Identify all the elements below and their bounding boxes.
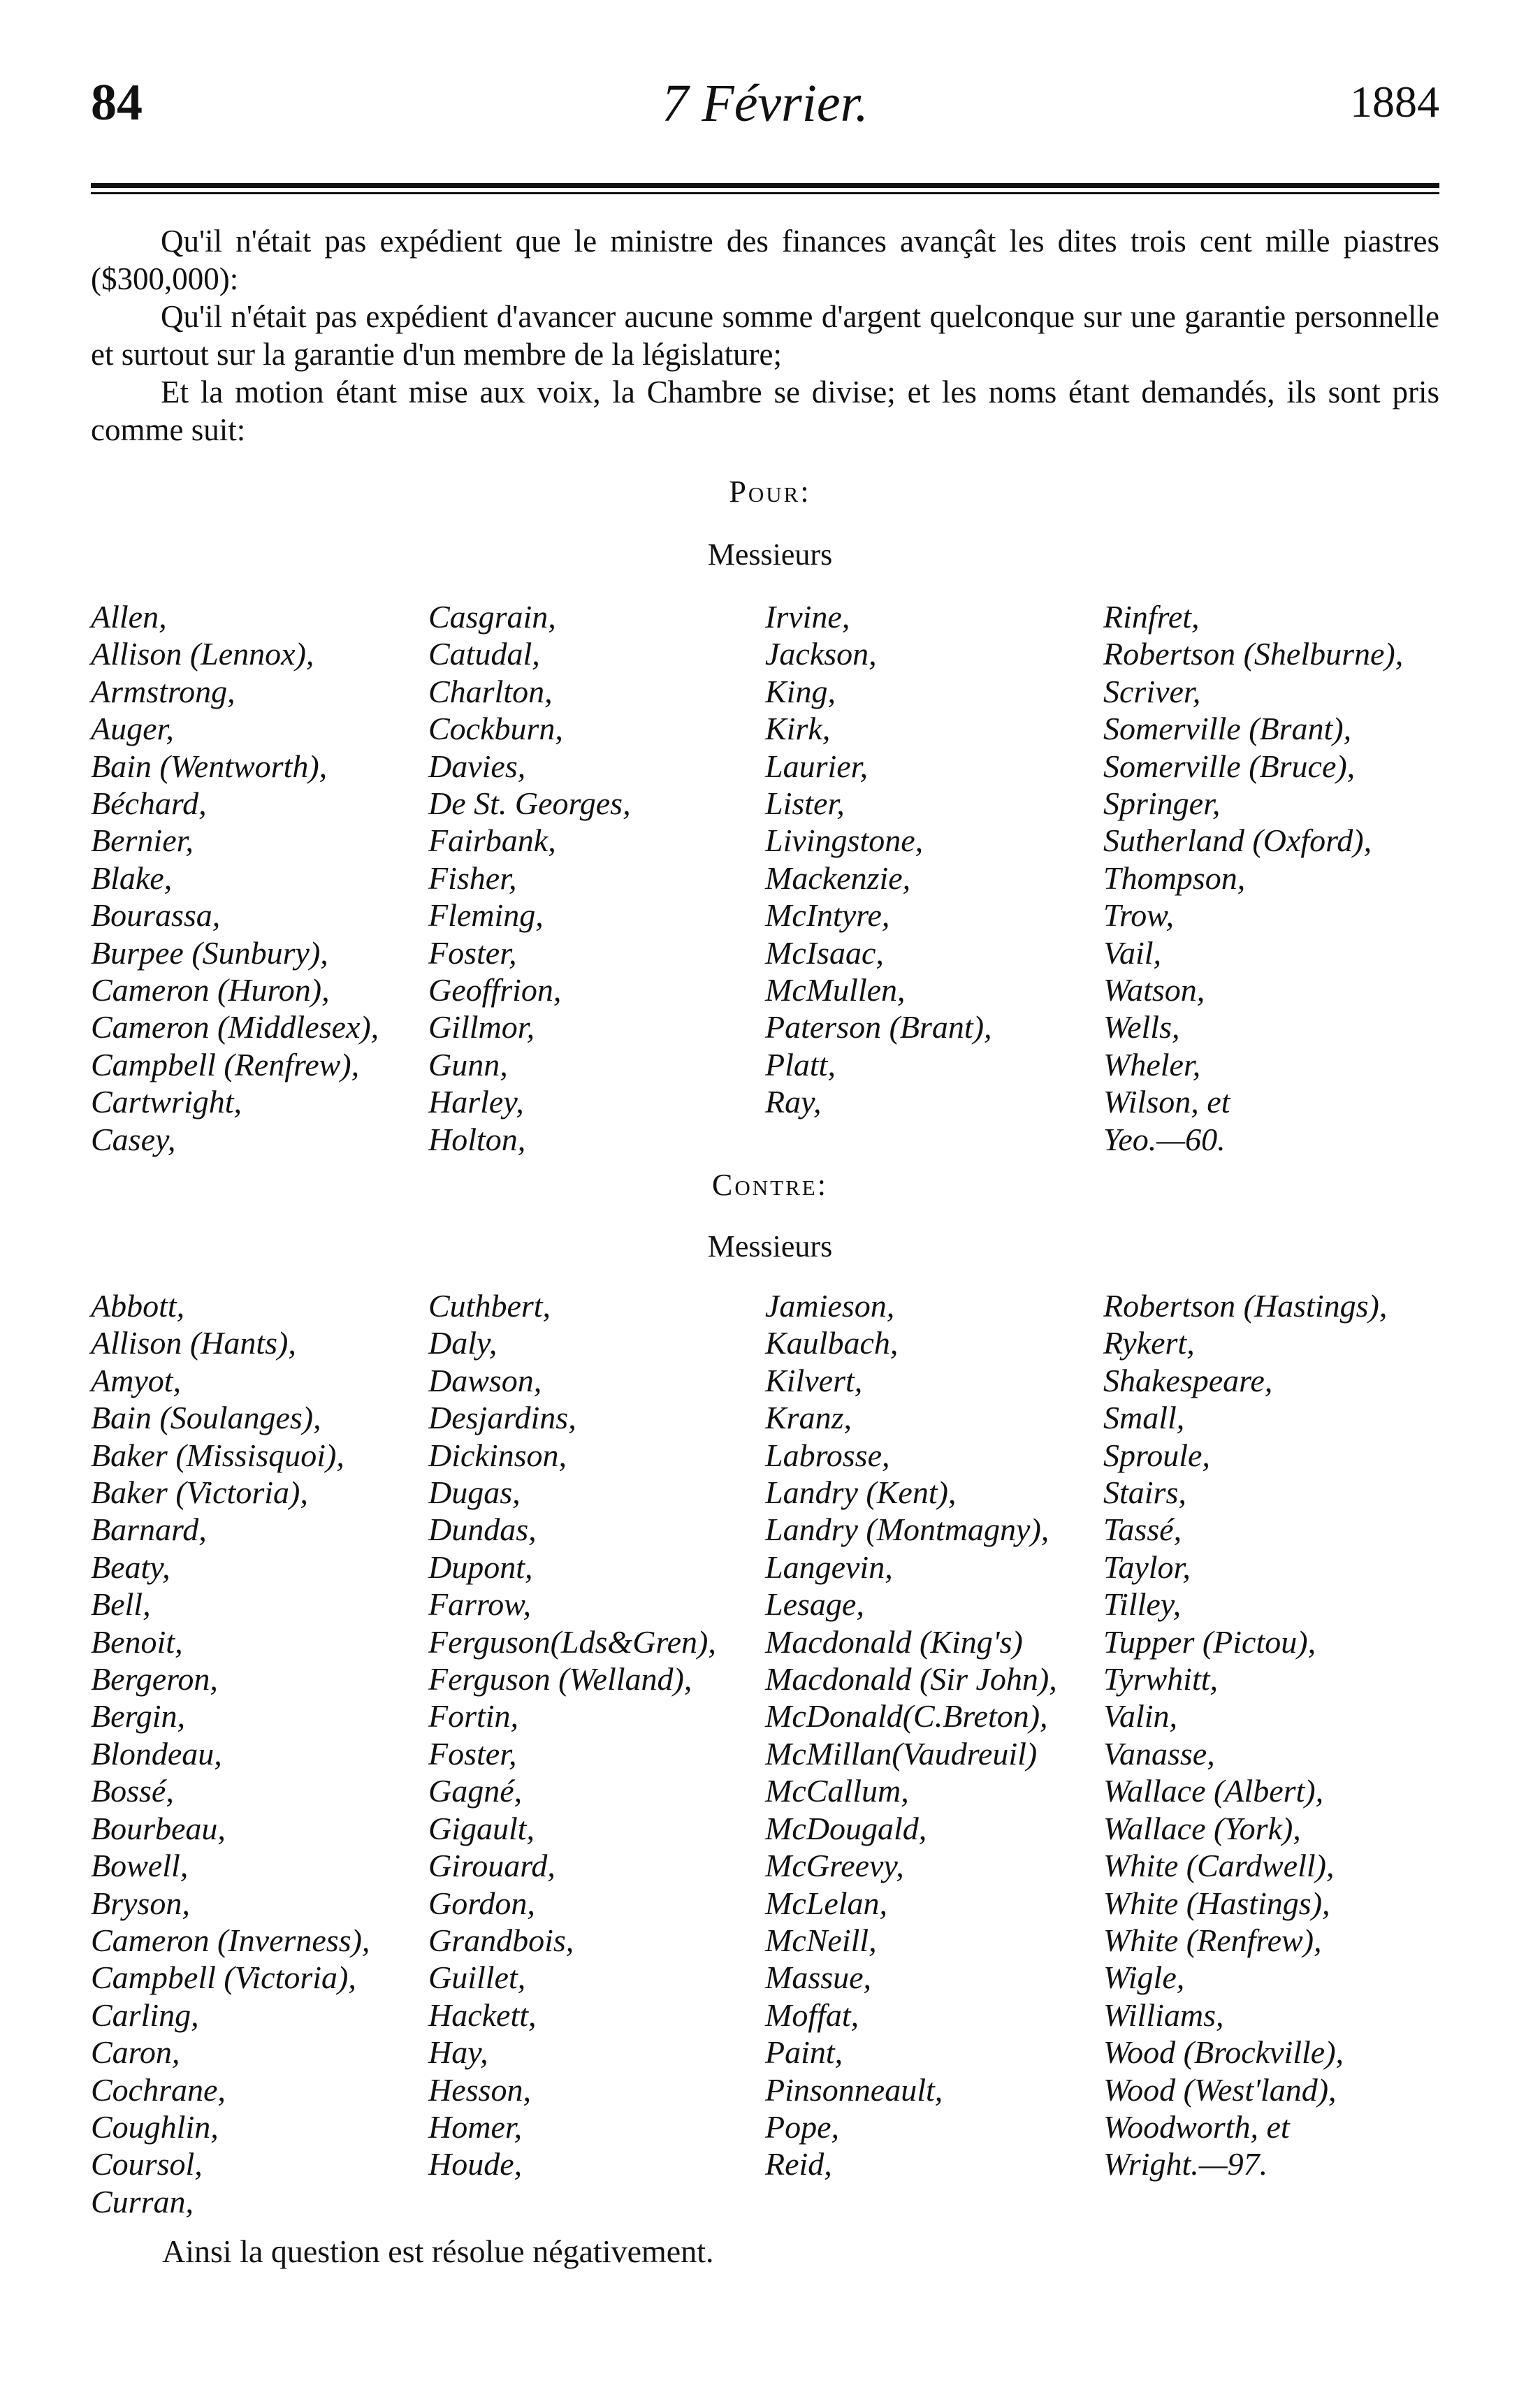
pour-column-4 xyxy=(1103,598,1453,1158)
contre-name: Dugas, xyxy=(428,1475,521,1511)
contre-name: White (Renfrew), xyxy=(1103,1922,1322,1958)
contre-name: Bossé, xyxy=(91,1773,174,1809)
contre-name: Labrosse, xyxy=(765,1437,890,1473)
contre-name: Macdonald (Sir John), xyxy=(765,1661,1057,1697)
contre-name: McDonald(C.Breton), xyxy=(765,1698,1048,1734)
pour-name: Thompson, xyxy=(1103,860,1246,896)
contre-name: Fortin, xyxy=(428,1698,519,1734)
contre-name: Girouard, xyxy=(428,1848,555,1884)
contre-name: Tassé, xyxy=(1103,1512,1182,1548)
contre-name: Tilley, xyxy=(1103,1586,1182,1623)
contre-name: Landry (Kent), xyxy=(765,1475,957,1511)
contre-name: Reid, xyxy=(765,2146,832,2182)
contre-names xyxy=(91,1287,1453,2219)
pour-name: Bernier, xyxy=(91,823,194,859)
contre-name: Paint, xyxy=(765,2034,843,2071)
pour-name: Robertson (Shelburne), xyxy=(1103,636,1404,672)
pour-name: Wheler, xyxy=(1103,1046,1201,1082)
contre-name: Kaulbach, xyxy=(765,1325,899,1361)
pour-name: Scriver, xyxy=(1103,673,1201,709)
contre-name: Guillet, xyxy=(428,1960,526,1996)
contre-name: Bain (Soulanges), xyxy=(91,1400,321,1436)
page-date: 7 Février. xyxy=(662,74,869,133)
pour-name: Somerville (Brant), xyxy=(1103,711,1352,747)
pour-name: Foster, xyxy=(428,934,517,971)
contre-name: McNeill, xyxy=(765,1922,877,1958)
contre-name: Dundas, xyxy=(428,1512,537,1548)
pour-name: McMullen, xyxy=(765,972,906,1008)
pour-column-1 xyxy=(91,598,440,1158)
pour-name: Watson, xyxy=(1103,972,1205,1008)
pour-name: McIntyre, xyxy=(765,897,890,934)
pour-name: Lister, xyxy=(765,785,845,822)
contre-name: Dupont, xyxy=(428,1549,533,1585)
pour-name: Jackson, xyxy=(765,636,877,672)
pour-name: Trow, xyxy=(1103,897,1175,934)
pour-name: Auger, xyxy=(91,711,174,747)
contre-name: Cochrane, xyxy=(91,2071,226,2108)
contre-name: Gigault, xyxy=(428,1810,535,1846)
contre-name: Williams, xyxy=(1103,1997,1224,2033)
contre-column-1 xyxy=(91,1287,440,2220)
pour-name: Béchard, xyxy=(91,785,207,822)
contre-name: Bourbeau, xyxy=(91,1810,226,1846)
pour-names xyxy=(91,598,1453,1157)
pour-name: Burpee (Sunbury), xyxy=(91,934,328,971)
contre-name: Jamieson, xyxy=(765,1288,895,1324)
contre-name: Grandbois, xyxy=(428,1922,574,1958)
pour-name: Sutherland (Oxford), xyxy=(1103,823,1372,859)
contre-name: Blondeau, xyxy=(91,1735,222,1772)
contre-name: Hesson, xyxy=(428,2071,531,2108)
contre-name: White (Hastings), xyxy=(1103,1885,1330,1921)
contre-name: Kranz, xyxy=(765,1400,852,1436)
paragraph-2 xyxy=(91,298,1439,373)
pour-name: Laurier, xyxy=(765,748,868,784)
contre-name: Coughlin, xyxy=(91,2108,219,2145)
contre-name: McMillan(Vaudreuil) xyxy=(765,1735,1038,1772)
contre-name: Bowell, xyxy=(91,1848,189,1884)
pour-name: Springer, xyxy=(1103,785,1221,822)
contre-name: Baker (Victoria), xyxy=(91,1475,308,1511)
pour-name: Casgrain, xyxy=(428,599,556,635)
paragraph-3-text: Et la motion étant mise aux voix, la Chambre se divise; et les noms étant demandés, ils sont pris comme suit: xyxy=(91,375,1439,447)
pour-name: Cartwright, xyxy=(91,1084,242,1120)
contre-name: White (Cardwell), xyxy=(1103,1848,1335,1884)
contre-name: Curran, xyxy=(91,2183,194,2219)
pour-name: De St. Georges, xyxy=(428,785,631,822)
contre-name: Bryson, xyxy=(91,1885,190,1921)
contre-name: Barnard, xyxy=(91,1512,207,1548)
paragraph-1 xyxy=(91,222,1439,298)
contre-name: Taylor, xyxy=(1103,1549,1191,1585)
contre-name: McLelan, xyxy=(765,1885,888,1921)
pour-name: Gillmor, xyxy=(428,1009,535,1045)
pour-column-3 xyxy=(765,598,1114,1121)
pour-name: Cameron (Huron), xyxy=(91,972,330,1008)
contre-name: McCallum, xyxy=(765,1773,909,1809)
contre-name: Benoit, xyxy=(91,1623,183,1660)
contre-name: Lesage, xyxy=(765,1586,864,1623)
contre-name: Bergeron, xyxy=(91,1661,218,1697)
contre-name: Ferguson (Welland), xyxy=(428,1661,692,1697)
contre-column-3 xyxy=(765,1287,1114,2183)
contre-column-4 xyxy=(1103,1287,1453,2183)
contre-name: Hay, xyxy=(428,2034,488,2071)
contre-name: Bergin, xyxy=(91,1698,185,1734)
pour-name: Allison (Lennox), xyxy=(91,636,314,672)
contre-name: Small, xyxy=(1103,1400,1185,1436)
pour-name: Bourassa, xyxy=(91,897,221,934)
contre-name: Baker (Missisquoi), xyxy=(91,1437,344,1473)
pour-name: Platt, xyxy=(765,1046,836,1082)
contre-name: Pope, xyxy=(765,2108,840,2145)
contre-name: Wigle, xyxy=(1103,1960,1185,1996)
contre-name: Bell, xyxy=(91,1586,151,1623)
pour-name: Cockburn, xyxy=(428,711,563,747)
pour-name: Blake, xyxy=(91,860,173,896)
contre-name: Ferguson(Lds&Gren), xyxy=(428,1623,716,1660)
header-rule-thin xyxy=(91,192,1439,194)
pour-name: King, xyxy=(765,673,836,709)
pour-name: Irvine, xyxy=(765,599,850,635)
contre-name: Tyrwhitt, xyxy=(1103,1661,1219,1697)
conclusion: Ainsi la question est résolue négativement. xyxy=(162,2233,714,2269)
contre-name: Massue, xyxy=(765,1960,872,1996)
pour-name: Armstrong, xyxy=(91,673,235,709)
pour-name: Wells, xyxy=(1103,1009,1180,1045)
contre-name: Wood (West'land), xyxy=(1103,2071,1337,2108)
pour-name: Casey, xyxy=(91,1121,176,1157)
pour-name: Geoffrion, xyxy=(428,972,562,1008)
contre-name: Stairs, xyxy=(1103,1475,1186,1511)
pour-name: Holton, xyxy=(428,1121,526,1157)
contre-name: Hackett, xyxy=(428,1997,537,2033)
pour-name: Bain (Wentworth), xyxy=(91,748,328,784)
pour-name: Gunn, xyxy=(428,1046,508,1082)
contre-name: Caron, xyxy=(91,2034,180,2071)
contre-name: Cameron (Inverness), xyxy=(91,1922,370,1958)
contre-name: Dickinson, xyxy=(428,1437,567,1473)
page-number: 84 xyxy=(91,74,143,131)
pour-name: Allen, xyxy=(91,599,167,635)
contre-name: Farrow, xyxy=(428,1586,531,1623)
contre-name: Rykert, xyxy=(1103,1325,1195,1361)
contre-name: Gordon, xyxy=(428,1885,535,1921)
contre-name: Valin, xyxy=(1103,1698,1178,1734)
contre-name: Dawson, xyxy=(428,1362,542,1398)
pour-name: Catudal, xyxy=(428,636,540,672)
contre-name: Desjardins, xyxy=(428,1400,576,1436)
pour-column-2 xyxy=(428,598,778,1158)
pour-name: Charlton, xyxy=(428,673,553,709)
pour-name: Mackenzie, xyxy=(765,860,911,896)
contre-name: Landry (Montmagny), xyxy=(765,1512,1049,1548)
paragraph-1-text: Qu'il n'était pas expédient que le ministre des finances avançât les dites trois cent mille piastres ($300,000): xyxy=(91,224,1439,296)
contre-name: Sproule, xyxy=(1103,1437,1210,1473)
contre-name: Langevin, xyxy=(765,1549,893,1585)
pour-heading: Pour: xyxy=(729,475,811,509)
contre-name: Woodworth, et xyxy=(1103,2108,1290,2145)
pour-name: McIsaac, xyxy=(765,934,884,971)
pour-name: Campbell (Renfrew), xyxy=(91,1046,360,1082)
contre-sub: Messieurs xyxy=(707,1229,833,1263)
contre-name: Carling, xyxy=(91,1997,199,2033)
contre-name: Houde, xyxy=(428,2146,523,2182)
pour-name: Vail, xyxy=(1103,934,1162,971)
pour-sub: Messieurs xyxy=(707,537,833,572)
contre-heading: Contre: xyxy=(712,1168,828,1202)
paragraph-3 xyxy=(91,373,1439,449)
pour-name: Fleming, xyxy=(428,897,544,934)
contre-name: Macdonald (King's) xyxy=(765,1623,1023,1660)
contre-name: Pinsonneault, xyxy=(765,2071,943,2108)
contre-name: Beaty, xyxy=(91,1549,170,1585)
pour-name: Kirk, xyxy=(765,711,831,747)
contre-name: Foster, xyxy=(428,1735,517,1772)
contre-name: Wood (Brockville), xyxy=(1103,2034,1344,2071)
contre-name: Cuthbert, xyxy=(428,1288,551,1324)
paragraph-2-text: Qu'il n'était pas expédient d'avancer aucune somme d'argent quelconque sur une garantie personnelle et surtout sur la garantie d'un membre de la législature; xyxy=(91,299,1439,372)
contre-name: Moffat, xyxy=(765,1997,859,2033)
pour-name: Ray, xyxy=(765,1084,822,1120)
contre-name: Kilvert, xyxy=(765,1362,863,1398)
contre-name: Wright.—97. xyxy=(1103,2146,1268,2182)
contre-name: Vanasse, xyxy=(1103,1735,1215,1772)
contre-name: Campbell (Victoria), xyxy=(91,1960,356,1996)
pour-name: Cameron (Middlesex), xyxy=(91,1009,379,1045)
contre-name: Daly, xyxy=(428,1325,497,1361)
pour-name: Rinfret, xyxy=(1103,599,1200,635)
pour-name: Harley, xyxy=(428,1084,524,1120)
contre-name: Amyot, xyxy=(91,1362,182,1398)
pour-name: Davies, xyxy=(428,748,526,784)
contre-name: Tupper (Pictou), xyxy=(1103,1623,1316,1660)
header-rule-thick xyxy=(91,183,1439,188)
page-header xyxy=(91,73,1439,136)
pour-name: Fisher, xyxy=(428,860,517,896)
pour-name: Somerville (Bruce), xyxy=(1103,748,1356,784)
pour-name: Livingstone, xyxy=(765,823,924,859)
contre-name: McDougald, xyxy=(765,1810,927,1846)
pour-name: Fairbank, xyxy=(428,823,556,859)
contre-name: Wallace (Albert), xyxy=(1103,1773,1324,1809)
contre-name: Coursol, xyxy=(91,2146,203,2182)
contre-name: Shakespeare, xyxy=(1103,1362,1273,1398)
contre-name: Robertson (Hastings), xyxy=(1103,1288,1388,1324)
contre-name: Abbott, xyxy=(91,1288,185,1324)
pour-name: Paterson (Brant), xyxy=(765,1009,992,1045)
contre-name: Homer, xyxy=(428,2108,523,2145)
pour-name: Wilson, et xyxy=(1103,1084,1230,1120)
contre-name: Allison (Hants), xyxy=(91,1325,296,1361)
pour-name: Yeo.—60. xyxy=(1103,1121,1226,1157)
contre-name: Gagné, xyxy=(428,1773,523,1809)
contre-column-2 xyxy=(428,1287,778,2183)
contre-name: McGreevy, xyxy=(765,1848,904,1884)
page-year: 1884 xyxy=(1350,77,1439,126)
contre-name: Wallace (York), xyxy=(1103,1810,1301,1846)
